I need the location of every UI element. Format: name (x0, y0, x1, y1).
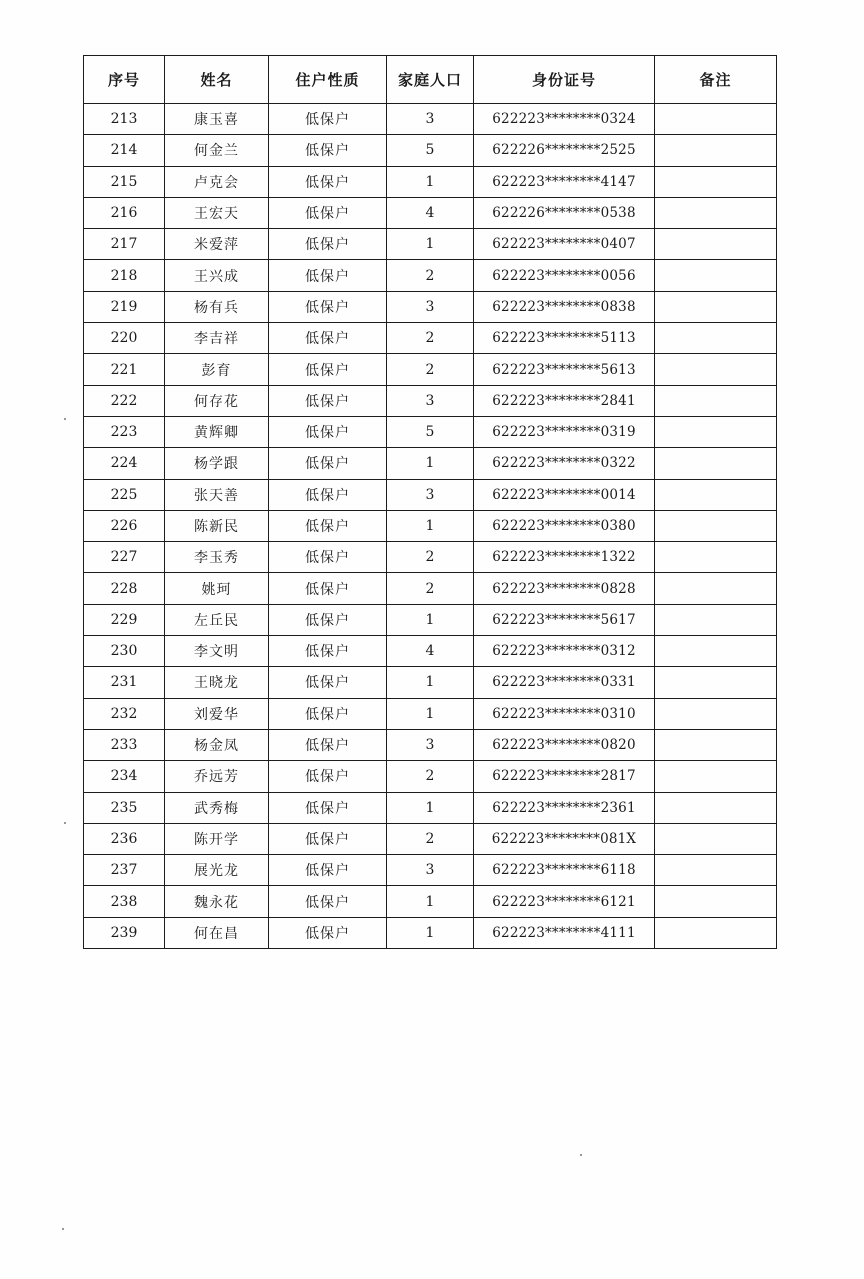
cell-family-size: 1 (387, 229, 474, 260)
cell-remark (655, 510, 777, 541)
cell-family-size: 3 (387, 855, 474, 886)
cell-seq: 225 (84, 479, 165, 510)
cell-remark (655, 667, 777, 698)
table-row (84, 197, 777, 228)
cell-seq: 223 (84, 416, 165, 447)
cell-household-type: 低保户 (269, 636, 387, 667)
cell-id-number: 622226********2525 (474, 135, 655, 166)
cell-name: 杨学跟 (165, 448, 269, 479)
cell-remark (655, 291, 777, 322)
cell-family-size: 2 (387, 542, 474, 573)
cell-family-size: 1 (387, 166, 474, 197)
cell-name: 王晓龙 (165, 667, 269, 698)
cell-name: 彭育 (165, 354, 269, 385)
cell-seq: 234 (84, 761, 165, 792)
cell-family-size: 3 (387, 729, 474, 760)
scan-speck (64, 822, 66, 824)
cell-id-number: 622223********5113 (474, 323, 655, 354)
cell-name: 魏永花 (165, 886, 269, 917)
cell-remark (655, 698, 777, 729)
cell-id-number: 622223********0838 (474, 291, 655, 322)
table-row (84, 510, 777, 541)
table-row (84, 479, 777, 510)
cell-family-size: 3 (387, 104, 474, 135)
table-row (84, 573, 777, 604)
cell-name: 陈新民 (165, 510, 269, 541)
cell-household-type: 低保户 (269, 761, 387, 792)
cell-remark (655, 886, 777, 917)
cell-household-type: 低保户 (269, 667, 387, 698)
table-row (84, 135, 777, 166)
cell-family-size: 3 (387, 291, 474, 322)
cell-family-size: 1 (387, 510, 474, 541)
cell-seq: 232 (84, 698, 165, 729)
cell-id-number: 622223********4147 (474, 166, 655, 197)
header-household-type: 住户性质 (269, 56, 387, 104)
cell-id-number: 622223********4111 (474, 917, 655, 948)
cell-name: 李吉祥 (165, 323, 269, 354)
household-roster-table (83, 55, 777, 949)
scan-speck (580, 1154, 582, 1156)
table-row (84, 166, 777, 197)
cell-id-number: 622223********0014 (474, 479, 655, 510)
cell-household-type: 低保户 (269, 385, 387, 416)
cell-household-type: 低保户 (269, 542, 387, 573)
cell-id-number: 622223********0324 (474, 104, 655, 135)
cell-household-type: 低保户 (269, 166, 387, 197)
cell-name: 杨有兵 (165, 291, 269, 322)
table-row (84, 354, 777, 385)
cell-id-number: 622223********081X (474, 823, 655, 854)
cell-family-size: 5 (387, 135, 474, 166)
cell-household-type: 低保户 (269, 479, 387, 510)
cell-remark (655, 385, 777, 416)
cell-id-number: 622223********2841 (474, 385, 655, 416)
cell-name: 黄辉卿 (165, 416, 269, 447)
cell-name: 乔远芳 (165, 761, 269, 792)
cell-remark (655, 448, 777, 479)
cell-seq: 230 (84, 636, 165, 667)
cell-remark (655, 104, 777, 135)
cell-remark (655, 636, 777, 667)
cell-household-type: 低保户 (269, 448, 387, 479)
cell-remark (655, 729, 777, 760)
cell-seq: 219 (84, 291, 165, 322)
table-header-row (84, 56, 777, 104)
cell-id-number: 622223********0312 (474, 636, 655, 667)
table-row (84, 636, 777, 667)
cell-id-number: 622223********1322 (474, 542, 655, 573)
table-row (84, 604, 777, 635)
cell-family-size: 2 (387, 323, 474, 354)
cell-household-type: 低保户 (269, 135, 387, 166)
cell-id-number: 622223********0322 (474, 448, 655, 479)
cell-family-size: 1 (387, 886, 474, 917)
cell-seq: 237 (84, 855, 165, 886)
cell-name: 李玉秀 (165, 542, 269, 573)
cell-family-size: 4 (387, 636, 474, 667)
table-row (84, 260, 777, 291)
cell-household-type: 低保户 (269, 104, 387, 135)
table-row (84, 385, 777, 416)
cell-seq: 238 (84, 886, 165, 917)
cell-remark (655, 792, 777, 823)
cell-id-number: 622223********2361 (474, 792, 655, 823)
cell-remark (655, 166, 777, 197)
cell-id-number: 622223********0380 (474, 510, 655, 541)
cell-name: 张天善 (165, 479, 269, 510)
cell-name: 卢克会 (165, 166, 269, 197)
cell-household-type: 低保户 (269, 886, 387, 917)
cell-household-type: 低保户 (269, 573, 387, 604)
cell-id-number: 622223********2817 (474, 761, 655, 792)
cell-remark (655, 761, 777, 792)
table-row (84, 886, 777, 917)
cell-family-size: 1 (387, 917, 474, 948)
cell-name: 武秀梅 (165, 792, 269, 823)
cell-family-size: 2 (387, 823, 474, 854)
cell-id-number: 622223********0319 (474, 416, 655, 447)
cell-household-type: 低保户 (269, 291, 387, 322)
header-seq: 序号 (84, 56, 165, 104)
cell-id-number: 622223********6121 (474, 886, 655, 917)
table-row (84, 542, 777, 573)
cell-id-number: 622223********0331 (474, 667, 655, 698)
cell-family-size: 1 (387, 448, 474, 479)
table-row (84, 104, 777, 135)
cell-seq: 235 (84, 792, 165, 823)
cell-seq: 216 (84, 197, 165, 228)
cell-seq: 231 (84, 667, 165, 698)
cell-seq: 214 (84, 135, 165, 166)
cell-household-type: 低保户 (269, 792, 387, 823)
header-id-number: 身份证号 (474, 56, 655, 104)
cell-id-number: 622223********0820 (474, 729, 655, 760)
cell-household-type: 低保户 (269, 229, 387, 260)
cell-household-type: 低保户 (269, 823, 387, 854)
cell-name: 王宏天 (165, 197, 269, 228)
table-body (84, 104, 777, 949)
cell-name: 左丘民 (165, 604, 269, 635)
cell-household-type: 低保户 (269, 323, 387, 354)
cell-id-number: 622223********0828 (474, 573, 655, 604)
table-row (84, 229, 777, 260)
cell-seq: 226 (84, 510, 165, 541)
cell-remark (655, 479, 777, 510)
cell-id-number: 622223********0407 (474, 229, 655, 260)
table-row (84, 761, 777, 792)
table-row (84, 855, 777, 886)
cell-id-number: 622223********6118 (474, 855, 655, 886)
cell-seq: 215 (84, 166, 165, 197)
cell-seq: 236 (84, 823, 165, 854)
cell-household-type: 低保户 (269, 917, 387, 948)
cell-household-type: 低保户 (269, 416, 387, 447)
cell-remark (655, 823, 777, 854)
cell-name: 何存花 (165, 385, 269, 416)
cell-family-size: 2 (387, 260, 474, 291)
cell-remark (655, 354, 777, 385)
cell-family-size: 1 (387, 667, 474, 698)
table-row (84, 416, 777, 447)
cell-remark (655, 260, 777, 291)
cell-household-type: 低保户 (269, 604, 387, 635)
table-row (84, 792, 777, 823)
cell-household-type: 低保户 (269, 260, 387, 291)
cell-remark (655, 416, 777, 447)
cell-family-size: 3 (387, 479, 474, 510)
cell-seq: 218 (84, 260, 165, 291)
cell-name: 姚珂 (165, 573, 269, 604)
cell-id-number: 622226********0538 (474, 197, 655, 228)
cell-remark (655, 323, 777, 354)
cell-name: 何在昌 (165, 917, 269, 948)
table-row (84, 917, 777, 948)
cell-name: 展光龙 (165, 855, 269, 886)
cell-family-size: 2 (387, 354, 474, 385)
cell-name: 米爱萍 (165, 229, 269, 260)
cell-name: 康玉喜 (165, 104, 269, 135)
scan-speck (62, 1228, 64, 1230)
table-row (84, 823, 777, 854)
header-family-size: 家庭人口 (387, 56, 474, 104)
table-row (84, 667, 777, 698)
cell-name: 李文明 (165, 636, 269, 667)
cell-name: 陈开学 (165, 823, 269, 854)
cell-id-number: 622223********5613 (474, 354, 655, 385)
cell-seq: 222 (84, 385, 165, 416)
header-remark: 备注 (655, 56, 777, 104)
cell-name: 王兴成 (165, 260, 269, 291)
cell-seq: 239 (84, 917, 165, 948)
cell-seq: 228 (84, 573, 165, 604)
cell-id-number: 622223********5617 (474, 604, 655, 635)
cell-remark (655, 604, 777, 635)
scan-speck (64, 418, 66, 420)
cell-remark (655, 855, 777, 886)
cell-family-size: 1 (387, 698, 474, 729)
cell-id-number: 622223********0310 (474, 698, 655, 729)
cell-remark (655, 573, 777, 604)
cell-seq: 220 (84, 323, 165, 354)
cell-remark (655, 229, 777, 260)
cell-family-size: 1 (387, 792, 474, 823)
cell-family-size: 2 (387, 573, 474, 604)
cell-household-type: 低保户 (269, 855, 387, 886)
cell-seq: 233 (84, 729, 165, 760)
cell-seq: 213 (84, 104, 165, 135)
cell-seq: 229 (84, 604, 165, 635)
cell-family-size: 4 (387, 197, 474, 228)
table-row (84, 291, 777, 322)
cell-name: 杨金凤 (165, 729, 269, 760)
cell-seq: 227 (84, 542, 165, 573)
cell-family-size: 5 (387, 416, 474, 447)
cell-id-number: 622223********0056 (474, 260, 655, 291)
cell-family-size: 1 (387, 604, 474, 635)
table-row (84, 448, 777, 479)
cell-family-size: 3 (387, 385, 474, 416)
cell-remark (655, 197, 777, 228)
table-row (84, 729, 777, 760)
cell-household-type: 低保户 (269, 698, 387, 729)
cell-remark (655, 135, 777, 166)
cell-seq: 221 (84, 354, 165, 385)
cell-household-type: 低保户 (269, 510, 387, 541)
cell-seq: 224 (84, 448, 165, 479)
cell-remark (655, 542, 777, 573)
cell-family-size: 2 (387, 761, 474, 792)
cell-name: 何金兰 (165, 135, 269, 166)
table-row (84, 698, 777, 729)
cell-household-type: 低保户 (269, 197, 387, 228)
cell-name: 刘爱华 (165, 698, 269, 729)
cell-remark (655, 917, 777, 948)
cell-household-type: 低保户 (269, 729, 387, 760)
table-row (84, 323, 777, 354)
cell-seq: 217 (84, 229, 165, 260)
cell-household-type: 低保户 (269, 354, 387, 385)
header-name: 姓名 (165, 56, 269, 104)
